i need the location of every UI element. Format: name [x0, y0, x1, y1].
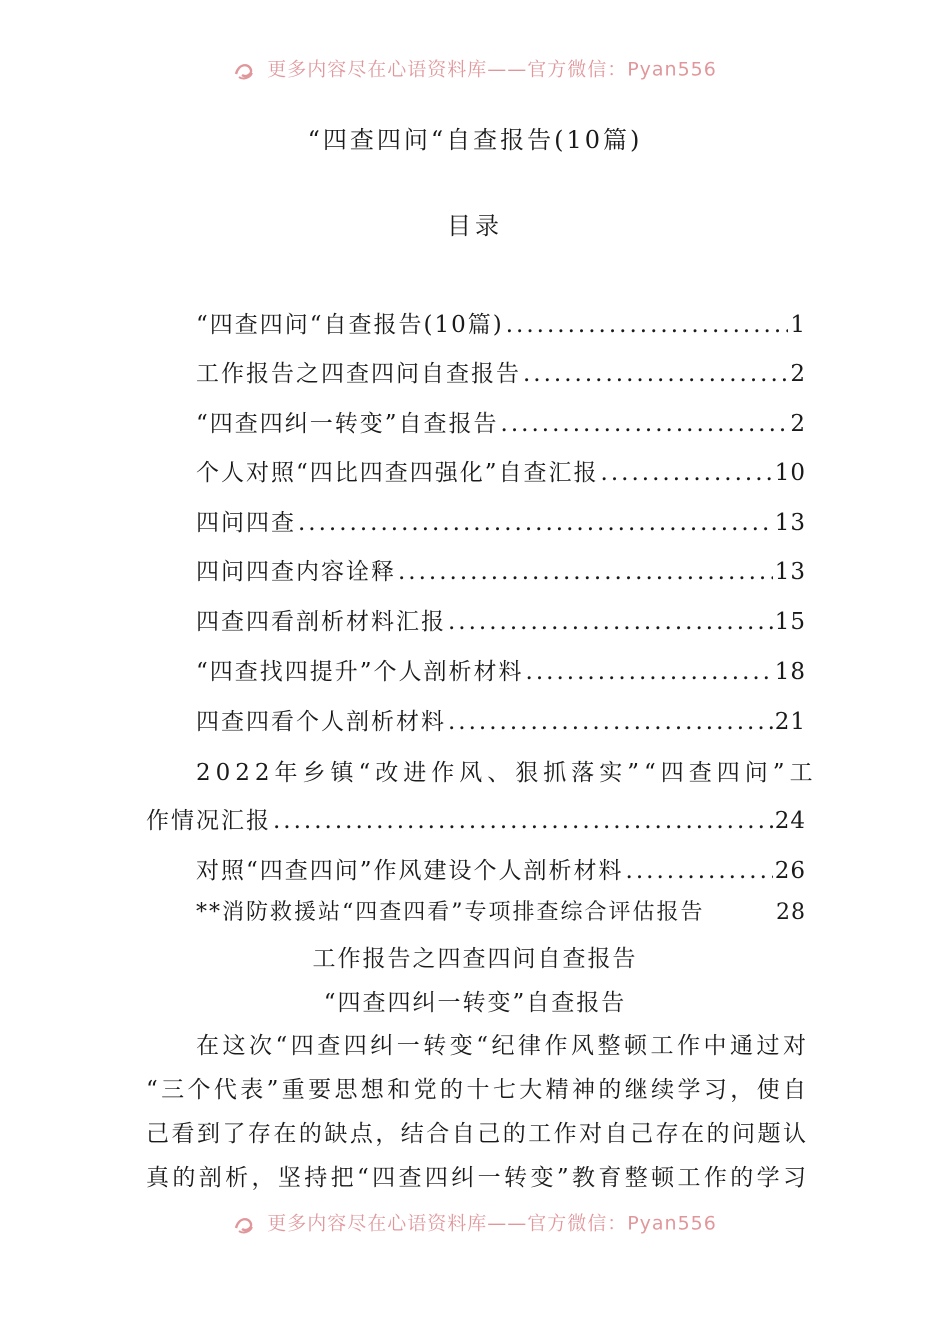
watermark-text: 更多内容尽在心语资料库——官方微信：Pyan556: [267, 58, 717, 80]
toc-entry[interactable]: [196, 553, 806, 587]
toc-leader: [398, 559, 773, 585]
logo-icon: [233, 1213, 255, 1235]
toc-entry[interactable]: [196, 454, 806, 488]
toc-entry[interactable]: [146, 802, 806, 836]
toc-entry[interactable]: [196, 653, 806, 687]
body-text-line: 真的剖析，坚持把“四查四纠一转变”教育整顿工作的学习: [146, 1165, 806, 1191]
toc-leader: [626, 858, 773, 884]
toc-heading: 目录: [447, 212, 503, 240]
toc-entry-page: 13: [774, 559, 806, 585]
toc-entry-page: 21: [774, 709, 806, 735]
toc-entry-page: 18: [774, 659, 806, 685]
toc-leader: [448, 609, 773, 635]
toc-leader: [526, 659, 773, 685]
watermark-text: 更多内容尽在心语资料库——官方微信：Pyan556: [267, 1212, 717, 1234]
section-heading: 工作报告之四查四问自查报告: [312, 946, 638, 972]
header-watermark: [0, 58, 950, 80]
toc-entry-title: 工作报告之四查四问自查报告: [196, 361, 521, 387]
toc-entry[interactable]: [196, 405, 806, 439]
toc-entry-title: **消防救援站“四查四看”专项排查综合评估报告: [196, 900, 705, 925]
body-text-line: “三个代表”重要思想和党的十七大精神的继续学习，使自: [146, 1077, 806, 1103]
body-text-line: 己看到了存在的缺点，结合自己的工作对自己存在的问题认: [146, 1121, 806, 1147]
toc-entry-page: 2: [790, 361, 806, 387]
toc-entry[interactable]: [196, 504, 806, 538]
toc-entry-title: 四查四看个人剖析材料: [196, 709, 446, 735]
toc-entry-title: 个人对照“四比四查四强化”自查汇报: [196, 460, 599, 486]
toc-entry-page: 13: [774, 510, 806, 536]
toc-entry-page: 28: [776, 900, 806, 925]
toc-entry-title: 四问四查: [196, 510, 296, 536]
document-title: “四查四问“自查报告(10篇): [307, 126, 643, 154]
toc-entry[interactable]: [196, 895, 806, 929]
toc-leader: [298, 510, 773, 536]
toc-leader: [448, 709, 773, 735]
toc-entry-title: 对照“四查四问”作风建设个人剖析材料: [196, 858, 624, 884]
toc-entry-page: 10: [774, 460, 806, 486]
toc-entry-title: 四查四看剖析材料汇报: [196, 609, 446, 635]
toc-leader: [523, 361, 788, 387]
toc-entry-title: “四查四纠一转变”自查报告: [196, 411, 499, 437]
toc-leader: [273, 808, 773, 834]
toc-entry[interactable]: [196, 355, 806, 389]
toc-leader: [506, 312, 789, 338]
body-text-line: 在这次“四查四纠一转变“纪律作风整顿工作中通过对: [196, 1033, 806, 1059]
toc-entry-wrapped-first-line[interactable]: 2022年乡镇“改进作风、狠抓落实”“四查四问”工: [196, 760, 818, 786]
toc-entry-title: 作情况汇报: [146, 808, 271, 834]
toc-entry-page: 1: [790, 312, 806, 338]
toc-leader: [501, 411, 789, 437]
toc-entry-page: 15: [774, 609, 806, 635]
toc-entry[interactable]: [196, 306, 806, 340]
toc-entry[interactable]: [196, 603, 806, 637]
logo-icon: [233, 59, 255, 81]
toc-entry-page: 26: [774, 858, 806, 884]
toc-leader: [601, 460, 773, 486]
toc-entry[interactable]: [196, 703, 806, 737]
toc-entry-title: 四问四查内容诠释: [196, 559, 396, 585]
toc-entry[interactable]: [196, 852, 806, 886]
footer-watermark: [0, 1212, 950, 1234]
toc-entry-title: “四查四问“自查报告(10篇): [196, 312, 504, 338]
toc-entry-page: 24: [774, 808, 806, 834]
toc-entry-page: 2: [790, 411, 806, 437]
toc-entry-title: “四查找四提升”个人剖析材料: [196, 659, 524, 685]
section-heading: “四查四纠一转变”自查报告: [323, 990, 627, 1016]
